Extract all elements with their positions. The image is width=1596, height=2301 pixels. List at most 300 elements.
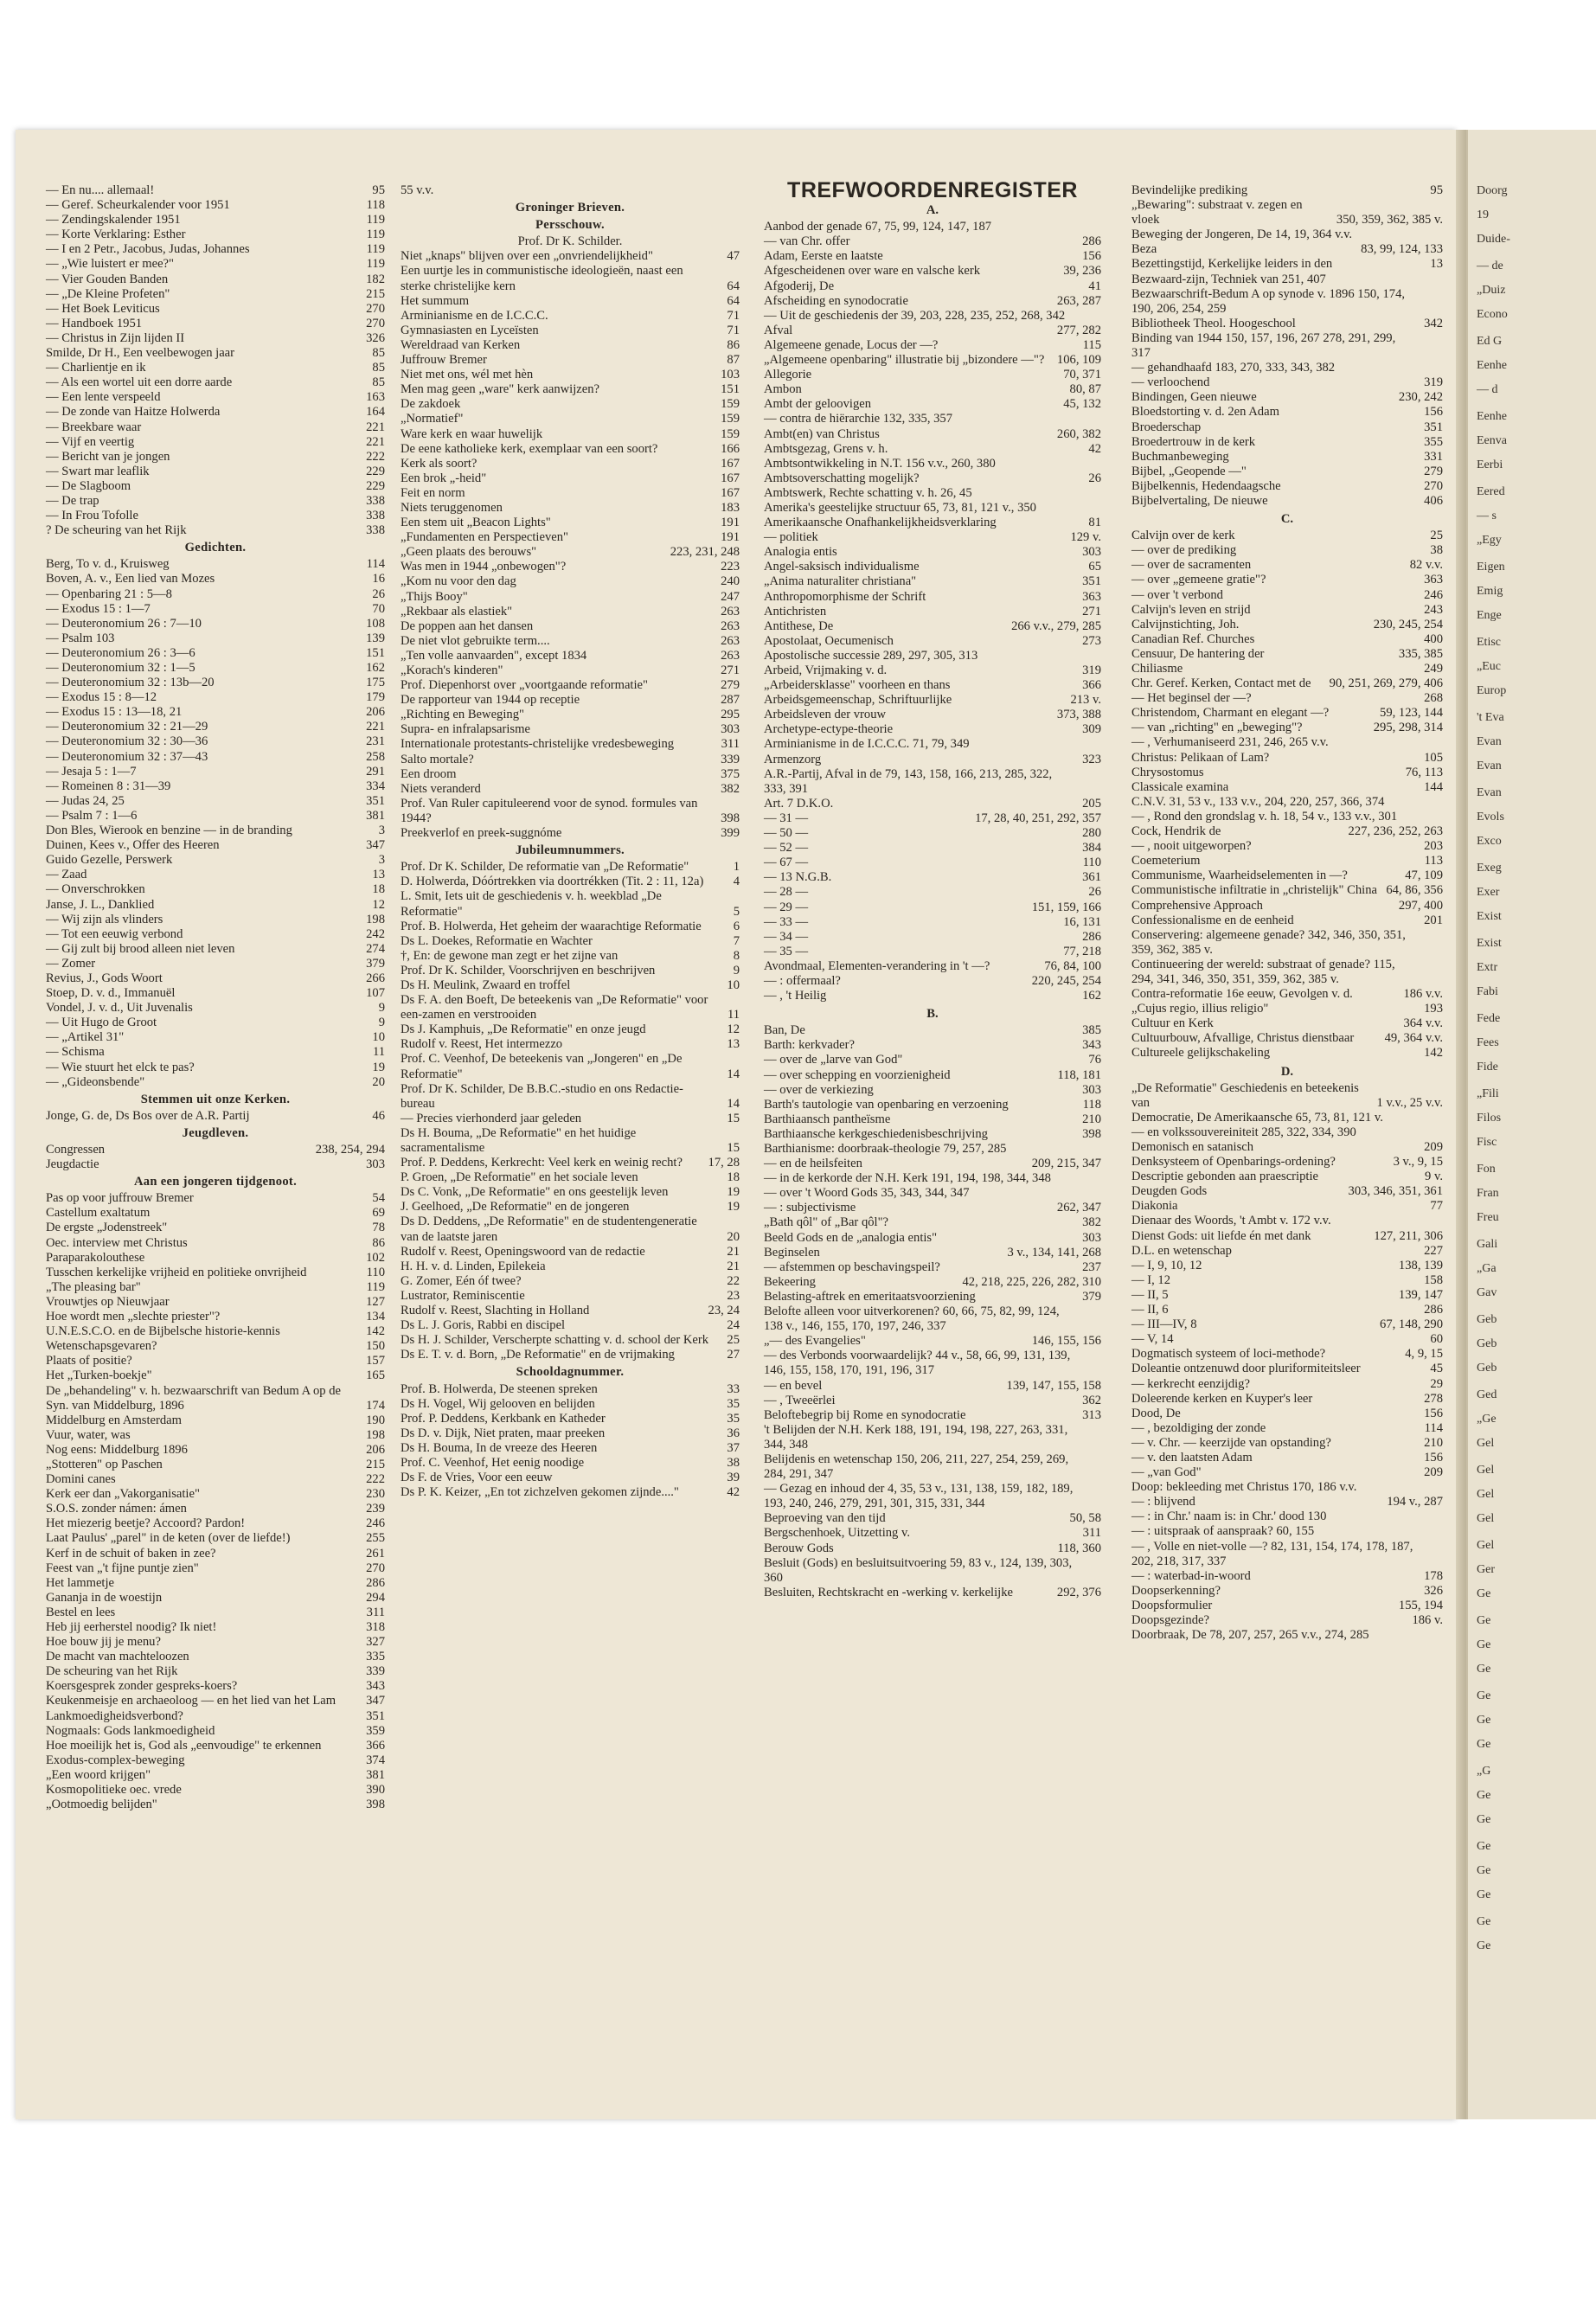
index-entry [764,486,1101,501]
entry-pages: 286 [366,1575,385,1590]
entry-text: „Algemeene openbaring" illustratie bij „bizondere —"? [764,353,1045,368]
index-entry [46,1694,385,1708]
entry-text: Beproeving van den tijd [764,1511,886,1526]
entry-text: — III—IV, 8 [1131,1317,1197,1332]
entry-pages: 221 [366,434,385,449]
index-entry [764,959,1101,974]
index-entry [46,1339,385,1354]
entry-text: — Het beginsel der —? [1131,691,1252,706]
entry-pages: 338 [366,523,385,538]
index-entry [46,734,385,749]
entry-text: Beeld Gods en de „analogia entis" [764,1230,938,1245]
edge-fragment: Ged [1477,1388,1497,1401]
entry-text: — , 't Heilig [764,989,827,1003]
edge-fragment: Gali [1477,1238,1498,1251]
entry-pages: 359 [366,1723,385,1738]
index-entry [1131,647,1443,662]
entry-pages: 350, 359, 362, 385 v. [1336,213,1443,228]
entry-pages: 268 [1424,691,1443,706]
entry-pages: 3 [378,824,385,838]
entry-pages: 215 [366,286,385,301]
entry-text: Barth's tautologie van openbaring en verzoening [764,1097,1009,1112]
entry-pages: 103 [721,368,740,382]
entry-pages: 339 [366,1664,385,1679]
index-entry [1131,899,1443,913]
entry-pages: 4 [733,875,740,889]
entry-text: Ambon [764,382,802,397]
index-entry [1131,735,1443,750]
entry-text: Chr. Geref. Kerken, Contact met de [1131,676,1311,691]
index-entry [1131,1347,1443,1362]
entry-text: — In Frou Tofolle [46,509,138,523]
entry-text: Bibliotheek Theol. Hoogeschool [1131,316,1296,330]
index-entry [764,457,1101,471]
edge-fragment: Fisc [1477,1136,1497,1149]
index-entry [46,1324,385,1339]
index-entry [401,767,740,782]
index-entry [46,705,385,720]
entry-text: Barthianisme: doorbraak-theologie 79, 257, 285 [764,1142,1007,1156]
entry-pages: 1 v.v., 25 v.v. [1376,1095,1443,1110]
index-entry [46,390,385,405]
index-entry [46,1061,385,1075]
index-entry [401,486,740,501]
entry-text: Het miezerig beetje? Accoord? Pardon! [46,1516,246,1531]
entry-pages: 313 [1082,1407,1101,1422]
entry-text: Belofte alleen voor uitverkorenen? 60, 66, 75, 82, 99, 124, 138 v., 146, 155, 170, 197, 246, 337 [764,1304,1060,1334]
entry-pages: 35 [727,1411,740,1426]
entry-pages: 384 [1082,841,1101,856]
entry-pages: 11 [372,1045,385,1060]
entry-text: — contra de hiërarchie 132, 335, 357 [764,412,953,426]
index-entry [764,930,1101,945]
section-heading: Jeugdleven. [182,1125,249,1140]
index-entry [46,1384,385,1413]
index-entry [46,1310,385,1324]
entry-text: Salto mortale? [401,752,474,766]
entry-pages: 19 [727,1185,740,1200]
entry-pages: 271 [1082,604,1101,619]
index-entry [401,1304,740,1318]
entry-pages: 400 [1424,631,1443,646]
edge-fragment: Econo [1477,308,1508,321]
entry-pages: 27 [727,1348,740,1362]
index-entry [46,957,385,971]
entry-text: „Geen plaats des berouws" [401,545,537,560]
index-entry [764,1068,1101,1083]
entry-pages: 363 [1424,573,1443,587]
index-entry [764,1423,1101,1452]
entry-pages: 206 [366,1442,385,1457]
entry-pages: 114 [1424,1420,1443,1435]
entry-pages: 108 [366,616,385,631]
index-entry [1131,1317,1443,1332]
index-entry [46,1001,385,1016]
entry-text: Arminianisme in de I.C.C.C. 71, 79, 349 [764,737,970,752]
entry-text: Don Bles, Wierook en benzine — in de branding [46,824,292,838]
index-entry [401,1289,740,1304]
entry-pages: 165 [366,1368,385,1383]
index-entry [46,1576,385,1591]
entry-text: Amerika's geestelijke structuur 65, 73, 81, 121 v., 350 [764,500,1036,515]
entry-text: Was men in 1944 „onbewogen"? [401,560,567,574]
entry-pages: 206 [366,705,385,720]
index-entry [46,1428,385,1443]
entry-text: — Charlientje en ik [46,361,146,375]
index-entry [764,264,1101,279]
index-entry [764,797,1101,811]
entry-pages: 318 [366,1620,385,1634]
index-entry [764,368,1101,382]
index-entry [1131,1524,1443,1539]
index-entry [1131,1332,1443,1347]
entry-pages: 295, 298, 314 [1373,721,1443,735]
entry-pages: 24 [727,1318,740,1333]
entry-text: — Breekbare waar [46,420,142,434]
entry-pages: 237 [1082,1259,1101,1274]
entry-pages: 49, 364 v.v. [1384,1031,1443,1046]
entry-pages: 114 [366,557,385,572]
edge-fragment: Ed G [1477,335,1503,348]
edge-fragment: — d [1477,383,1498,396]
entry-pages: 351 [366,793,385,808]
entry-text: U.N.E.S.C.O. en de Bijbelsche historie-kennis [46,1324,280,1339]
entry-pages: 1 [733,860,740,875]
entry-text: Avondmaal, Elementen-verandering in 't —? [764,958,990,973]
entry-text: Ds H. Vogel, Wij gelooven en belijden [401,1396,595,1411]
entry-pages: 347 [366,838,385,853]
index-entry [46,1266,385,1280]
entry-pages: 12 [372,897,385,912]
index-entry [764,1053,1101,1067]
entry-text: „Stotteren" op Paschen [46,1457,163,1471]
entry-text: — V, 14 [1131,1332,1174,1347]
entry-text: — politiek [764,530,818,545]
entry-pages: 13 [1430,257,1443,272]
entry-text: Kosmopolitieke oec. vrede [46,1783,182,1798]
entry-pages: 110 [1082,856,1101,870]
index-entry [401,1456,740,1471]
entry-text: De macht van machteloozen [46,1650,189,1664]
entry-pages: 81 [1088,516,1101,530]
index-entry [401,1156,740,1170]
entry-text: Cultuur en Kerk [1131,1016,1214,1031]
entry-pages: 139, 147 [1398,1287,1443,1302]
entry-pages: 210 [1424,1435,1443,1450]
index-entry [46,420,385,435]
entry-text: Afgescheidenen over ware en valsche kerk [764,264,980,279]
entry-pages: 351 [1082,574,1101,589]
index-entry [401,782,740,797]
entry-pages: 327 [366,1635,385,1650]
entry-pages: 347 [366,1694,385,1708]
entry-pages: 17, 28, 40, 251, 292, 357 [975,811,1101,825]
entry-text: Armenzorg [764,752,822,766]
index-entry [1131,479,1443,494]
edge-fragment: 't Eva [1477,711,1504,724]
entry-pages: 366 [1082,678,1101,693]
index-entry [1131,1244,1443,1259]
entry-pages: 385 [1082,1023,1101,1038]
index-entry [1131,465,1443,479]
entry-pages: 215 [366,1457,385,1471]
index-entry [1131,529,1443,543]
entry-text: „De Reformatie" Geschiedenis en beteekenis van [1131,1080,1359,1110]
entry-text: Censuur, De hantering der [1131,646,1265,661]
entry-text: — 33 — [764,914,809,929]
entry-text: Contra-reformatie 16e eeuw, Gevolgen v. d. [1131,987,1353,1002]
edge-fragment: Exeg [1477,862,1502,875]
index-entry [46,361,385,375]
entry-text: Laat Paulus' „parel" in de keten (over de liefde!) [46,1531,291,1546]
entry-text: Descriptie gebonden aan praescriptie [1131,1170,1318,1184]
entry-text: — Tot een eeuwig verbond [46,926,183,941]
index-entry [46,927,385,942]
edge-fragment: Exist [1477,910,1502,923]
entry-text: — : in Chr.' naam is: in Chr.' dood 130 [1131,1509,1327,1524]
entry-text: Ambt der geloovigen [764,397,872,412]
entry-text: Confessionalisme en de eenheid [1131,913,1294,927]
entry-pages: 297, 400 [1398,898,1443,913]
entry-pages: 263 [721,619,740,633]
entry-text: Comprehensive Approach [1131,898,1263,913]
index-entry [764,279,1101,294]
index-entry [1131,854,1443,868]
index-entry [401,353,740,368]
entry-pages: 238, 254, 294 [315,1143,385,1157]
entry-pages: 270 [366,1561,385,1575]
entry-pages: 375 [721,766,740,781]
entry-pages: 119 [366,213,385,228]
index-entry [1131,588,1443,603]
entry-pages: 71 [727,308,740,323]
entry-pages: 198 [366,912,385,926]
entry-pages: 39 [727,1471,740,1485]
entry-text: A.R.-Partij, Afval in de 79, 143, 158, 166, 213, 285, 322, 333, 391 [764,766,1053,796]
entry-text: — Psalm 103 [46,631,115,645]
index-entry [764,1038,1101,1053]
index-entry [46,1236,385,1251]
index-entry [1131,1362,1443,1376]
entry-text: „Anima naturaliter christiana" [764,574,917,589]
index-entry [764,1171,1101,1186]
index-entry [46,1191,385,1206]
index-entry [46,1547,385,1561]
entry-pages: 159 [721,397,740,412]
entry-text: — „Wie luistert er mee?" [46,257,174,272]
index-entry [764,574,1101,589]
entry-text: Rudolf v. Reest, Slachting in Holland [401,1304,590,1318]
index-entry [1131,228,1443,242]
index-entry [46,824,385,838]
index-entry [764,412,1101,426]
entry-text: Doopserkenning? [1131,1583,1221,1598]
index-entry [764,501,1101,516]
index-entry [401,1245,740,1259]
entry-text: Barthiaansch pantheïsme [764,1112,891,1126]
entry-pages: 9 [733,963,740,977]
entry-pages: 18 [727,1170,740,1185]
index-letter: C. [1280,512,1294,527]
entry-text: — des Verbonds voorwaardelijk? 44 v., 58, 66, 99, 131, 139, 146, 155, 158, 170, 191, 196, 317 [764,1349,1071,1378]
entry-pages: 201 [1424,913,1443,927]
edge-fragment: Ge [1477,1663,1491,1676]
index-entry [401,338,740,353]
entry-text: Prof. B. Holwerda, Het geheim der waarachtige Reformatie [401,919,702,933]
entry-pages: 277, 282 [1056,323,1101,337]
entry-text: — over de sacramenten [1131,558,1252,573]
index-entry [46,779,385,794]
index-entry [1131,1031,1443,1046]
entry-text: — Exodus 15 : 8—12 [46,690,157,705]
entry-text: — Een lente verspeeld [46,390,161,405]
index-entry [401,1082,740,1112]
entry-pages: 279 [1424,464,1443,478]
entry-text: Een uurtje les in communistische ideologieën, naast een sterke christelijke kern [401,264,683,293]
index-entry [46,450,385,465]
entry-text: — Psalm 7 : 1—6 [46,808,138,823]
entry-pages: 179 [366,690,385,705]
edge-fragment: Extr [1477,961,1498,974]
index-entry [764,1290,1101,1304]
index-entry [1131,1259,1443,1273]
entry-text: — Swart mar leaflik [46,464,150,478]
index-entry [764,1511,1101,1526]
entry-text: Lustrator, Reminiscentie [401,1288,525,1303]
entry-text: H. H. v. d. Linden, Epilekeia [401,1259,546,1273]
entry-text: Chrysostomus [1131,765,1204,779]
entry-text: Hoe moeilijk het is, God als „eenvoudige" te erkennen [46,1738,322,1753]
entry-pages: 205 [1082,796,1101,811]
index-entry [46,375,385,390]
entry-pages: 271 [721,663,740,677]
index-entry [401,889,740,919]
entry-text: Domini canes [46,1472,116,1487]
entry-text: — , Rond den grondslag v. h. 18, 54 v., 133 v.v., 301 [1131,809,1398,824]
entry-text: C.N.V. 31, 53 v., 133 v.v., 204, 220, 257, 366, 374 [1131,794,1385,809]
entry-text: Gymnasiasten en Lyceïsten [401,323,539,337]
entry-text: Dogmatisch systeem of loci-methode? [1131,1347,1326,1362]
index-entry [46,868,385,882]
index-entry [1131,1480,1443,1495]
entry-pages: 190 [366,1413,385,1427]
index-entry [1131,1599,1443,1613]
entry-text: — Zendingskalender 1951 [46,213,181,228]
edge-fragment: Enge [1477,609,1502,622]
entry-pages: 343 [366,1679,385,1694]
entry-text: Arminianisme en de I.C.C.C. [401,308,548,323]
index-entry [764,1260,1101,1275]
entry-text: Koersgesprek zonder gespreks-koers? [46,1679,238,1694]
edge-fragment: Etisc [1477,636,1501,649]
entry-text: Algemeene genade, Locus der —? [764,337,939,352]
entry-pages: 193 [1424,1002,1443,1016]
entry-pages: 246 [366,1516,385,1531]
entry-text: — Wie stuurt het elck te pas? [46,1060,195,1074]
index-entry [764,442,1101,457]
edge-fragment: Gav [1477,1286,1497,1299]
entry-pages: 303 [721,722,740,737]
entry-pages: 334 [366,779,385,793]
index-entry [1131,1584,1443,1599]
section-heading: Persschouw. [535,218,605,233]
entry-text: Rudolf v. Reest, Openingswoord van de redactie [401,1244,645,1259]
entry-text: — Uit Hugo de Groot [46,1016,157,1030]
entry-text: J. Geelhoed, „De Reformatie" en de jongeren [401,1200,630,1215]
index-entry [46,898,385,913]
entry-text: — kerkrecht eenzijdig? [1131,1376,1250,1391]
adjacent-column-fragments [1477,183,1510,1963]
index-entry [401,964,740,978]
index-entry [1131,751,1443,766]
entry-pages: 115 [1082,337,1101,352]
index-entry [46,1635,385,1650]
entry-text: „Arbeidersklasse" voorheen en thans [764,678,951,693]
index-entry [1131,1540,1443,1569]
entry-pages: 203 [1424,839,1443,854]
index-entry [46,331,385,346]
index-entry [1131,558,1443,573]
entry-text: — en de heilsfeiten [764,1157,862,1171]
entry-pages: 163 [366,390,385,405]
entry-text: Demonisch en satanisch [1131,1140,1254,1154]
entry-pages: 183 [721,500,740,515]
entry-text: — Deuteronomium 32 : 30—36 [46,734,208,749]
entry-text: Chiliasme [1131,662,1183,676]
index-entry [764,826,1101,841]
index-entry [46,1783,385,1798]
entry-text: Christus: Pelikaan of Lam? [1131,750,1270,765]
entry-text: Art. 7 D.K.O. [764,796,834,811]
entry-text: — Deuteronomium 26 : 3—6 [46,645,195,660]
index-entry [46,435,385,450]
entry-text: Duinen, Kees v., Offer des Heeren [46,838,220,853]
index-entry [46,882,385,897]
entry-text: Exodus-complex-beweging [46,1753,185,1767]
index-entry [764,1215,1101,1230]
index-entry [764,471,1101,486]
entry-text: Berg, To v. d., Kruisweg [46,557,170,572]
entry-pages: 70, 371 [1063,368,1101,382]
entry-pages: 50, 58 [1069,1511,1101,1526]
entry-pages: 398 [721,811,740,825]
index-entry [764,1526,1101,1541]
entry-text: — I en 2 Petr., Jacobus, Judas, Johannes [46,242,250,257]
entry-pages: 76, 113 [1405,765,1443,779]
entry-pages: 186 v. [1412,1613,1443,1627]
index-entry [764,605,1101,619]
index-entry [1131,1125,1443,1140]
entry-pages: 209 [1424,1465,1443,1480]
index-entry [764,1349,1101,1378]
entry-pages: 113 [1424,854,1443,868]
entry-pages: 263 [721,604,740,619]
page-fold [1456,130,1466,2119]
edge-fragment: Ge [1477,1840,1491,1853]
entry-text: S.O.S. zonder námen: ámen [46,1502,187,1516]
edge-fragment: Europ [1477,684,1507,697]
entry-pages: 326 [1424,1583,1443,1598]
index-entry [1131,435,1443,450]
entry-pages: 26 [372,586,385,601]
index-entry [1131,1199,1443,1214]
entry-pages: 263 [721,648,740,663]
entry-pages: 102 [366,1250,385,1265]
edge-fragment: Gel [1477,1488,1495,1501]
entry-pages: 3 [378,853,385,868]
index-entry [1131,810,1443,824]
index-entry [401,1200,740,1215]
